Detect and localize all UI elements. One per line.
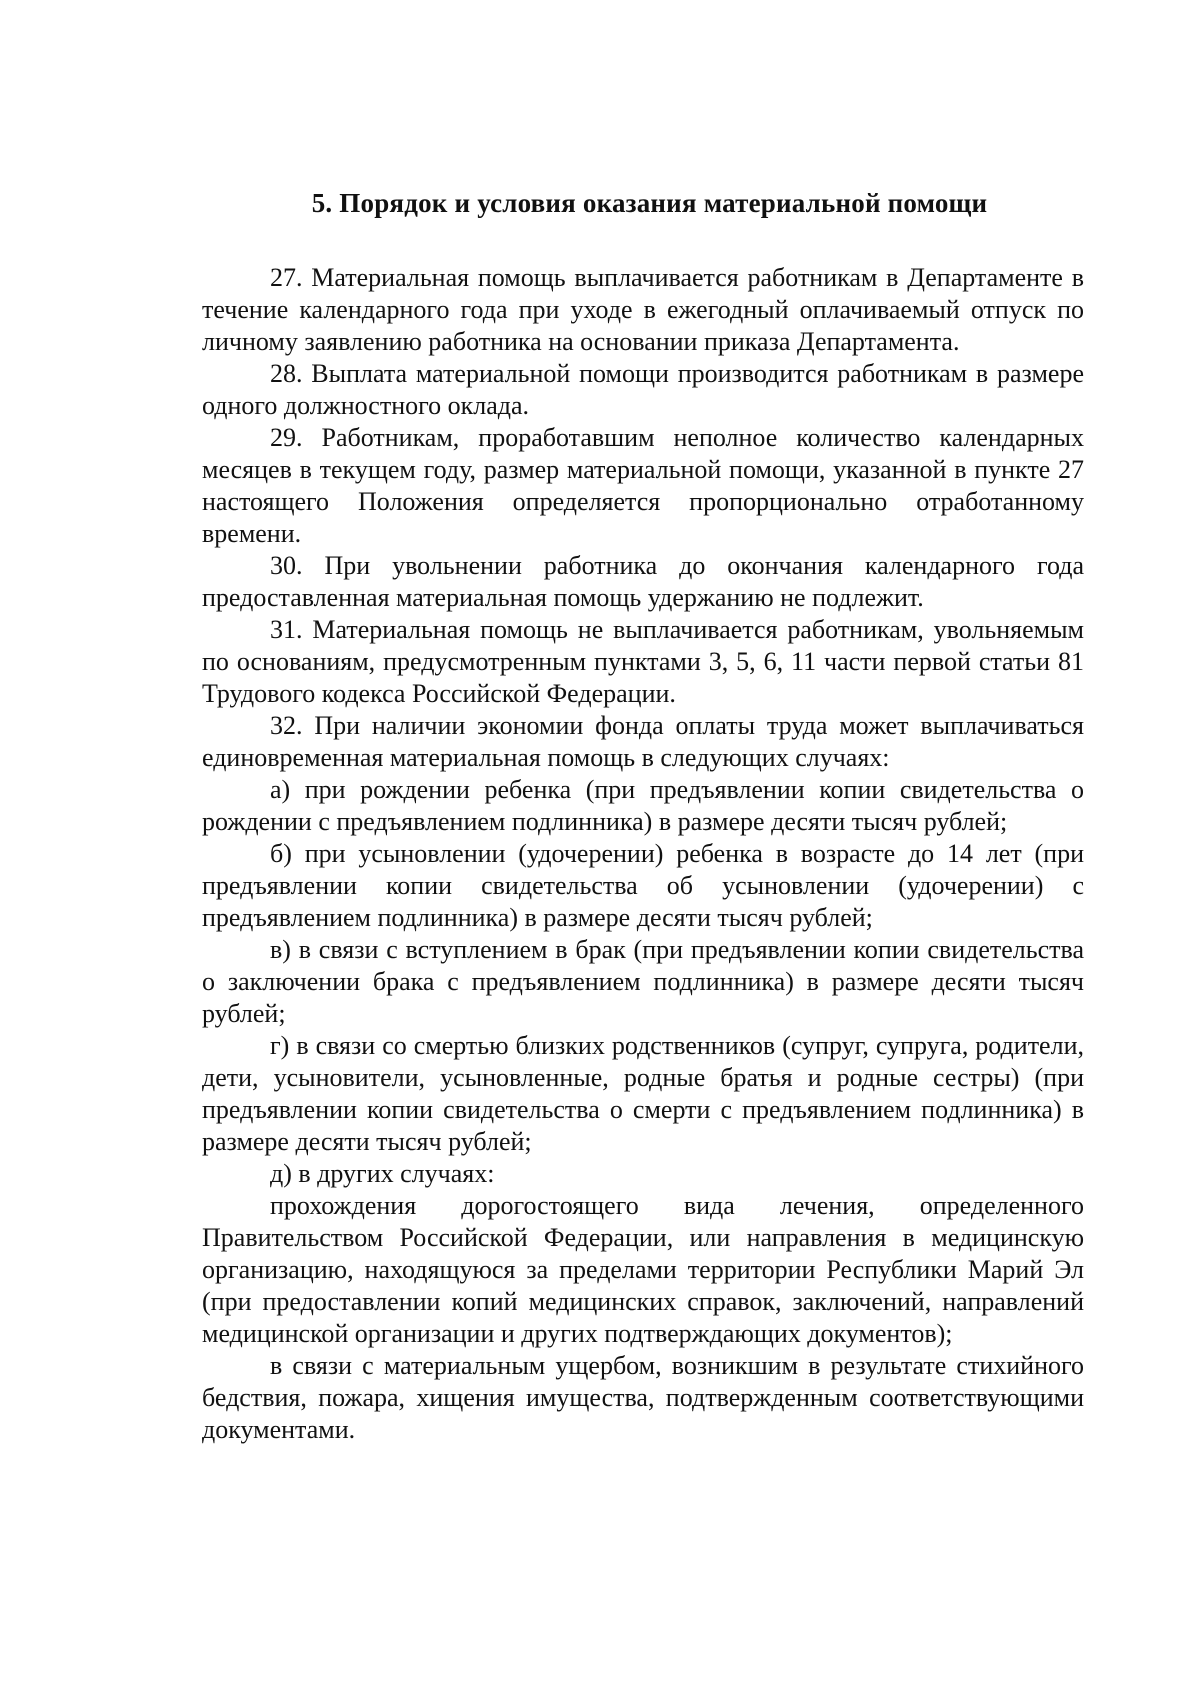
section-title: 5. Порядок и условия оказания материальной помощи <box>311 188 988 218</box>
subitem-d-damage: в связи с материальным ущербом, возникшим в результате стихийного бедствия, пожара, хищения имущества, подтвержденным соответствующими документами. <box>202 1351 1084 1444</box>
subitem-g: г) в связи со смертью близких родственников (супруг, супруга, родители, дети, усыновители, усыновленные, родные братья и родные сестры) (при предъявлении копии свидетельства о смерти с предъявлением подлинника) в размере десяти тысяч рублей; <box>202 1031 1084 1156</box>
subitem-a: а) при рождении ребенка (при предъявлении копии свидетельства о рождении с предъявлением подлинника) в размере десяти тысяч рублей; <box>202 775 1084 836</box>
document-body <box>202 186 1084 1446</box>
subitem-b: б) при усыновлении (удочерении) ребенка в возрасте до 14 лет (при предъявлении копии свидетельства об усыновлении (удочерении) с предъявлением подлинника) в размере десяти тысяч рублей; <box>202 839 1084 932</box>
subitem-d-treatment: прохождения дорогостоящего вида лечения, определенного Правительством Российской Федерации, или направления в медицинскую организацию, находящуюся за пределами территории Республики Марий Эл (при предоставлении копий медицинских справок, заключений, направлений медицинской организации и других подтверждающих документов); <box>202 1191 1084 1348</box>
paragraph-31: 31. Материальная помощь не выплачивается работникам, увольняемым по основаниям, предусмотренным пунктами 3, 5, 6, 11 части первой статьи 81 Трудового кодекса Российской Федерации. <box>202 615 1084 708</box>
paragraph-32: 32. При наличии экономии фонда оплаты труда может выплачиваться единовременная материальная помощь в следующих случаях: <box>202 711 1084 772</box>
paragraph-28: 28. Выплата материальной помощи производится работникам в размере одного должностного оклада. <box>202 359 1084 420</box>
paragraph-30: 30. При увольнении работника до окончания календарного года предоставленная материальная помощь удержанию не подлежит. <box>202 551 1084 612</box>
paragraph-27: 27. Материальная помощь выплачивается работникам в Департаменте в течение календарного года при уходе в ежегодный оплачиваемый отпуск по личному заявлению работника на основании приказа Департамента. <box>202 263 1084 356</box>
subitem-d: д) в других случаях: <box>270 1159 495 1188</box>
subitem-v: в) в связи с вступлением в брак (при предъявлении копии свидетельства о заключении брака с предъявлением подлинника) в размере десяти тысяч рублей; <box>202 935 1084 1028</box>
paragraph-29: 29. Работникам, проработавшим неполное количество календарных месяцев в текущем году, размер материальной помощи, указанной в пункте 27 настоящего Положения определяется пропорционально отработанному времени. <box>202 423 1084 548</box>
